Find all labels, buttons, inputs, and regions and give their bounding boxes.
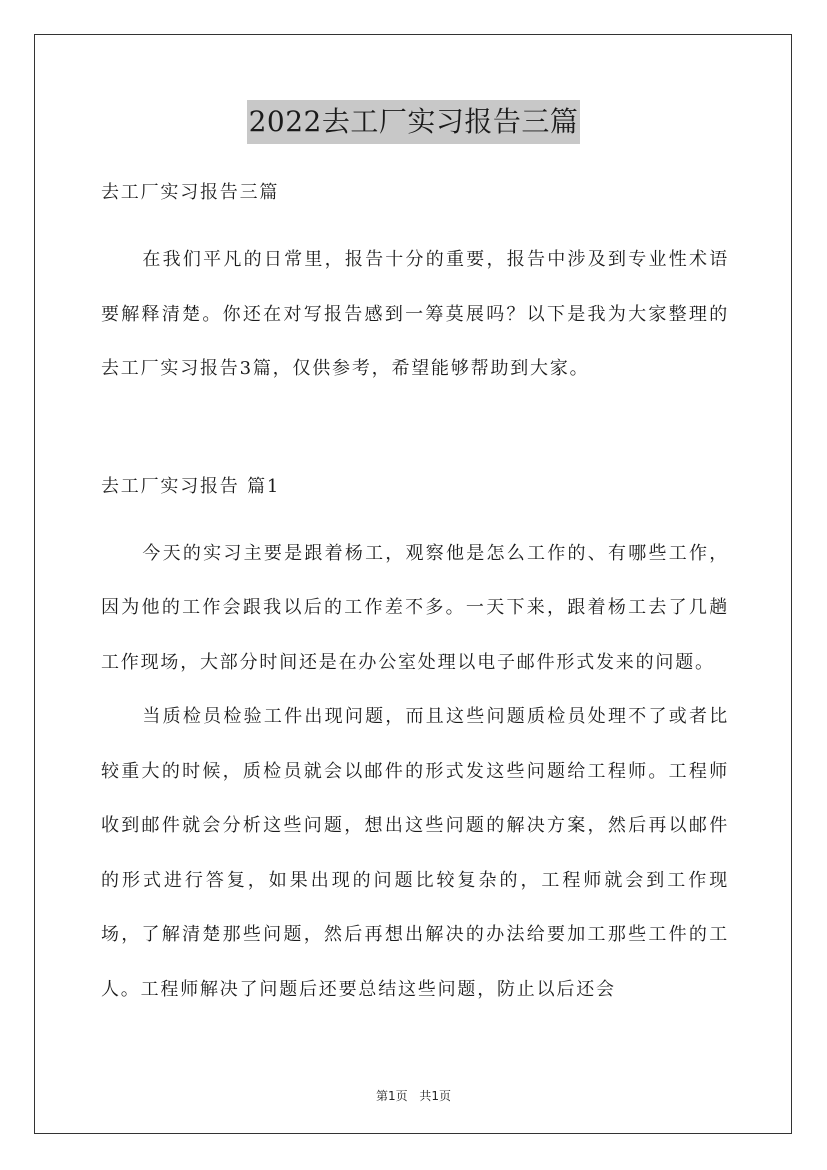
intro-heading: 去工厂实习报告三篇 [101, 182, 280, 203]
page-footer [0, 1087, 827, 1104]
title-area [0, 100, 827, 144]
body-paragraph: 当质检员检验工件出现问题，而且这些问题质检员处理不了或者比较重大的时候，质检员就会以邮件的形式发这些问题给工程师。工程师收到邮件就会分析这些问题，想出这些问题的解决方案，然后再以邮件的形式进行答复，如果出现的问题比较复杂的，工程师就会到工作现场，了解清楚那些问题，然后再想出解决的办法给要加工那些工件的工人。工程师解决了问题后还要总结这些问题，防止以后还会 [101, 706, 729, 1000]
spacer [101, 397, 729, 469]
document-body [101, 175, 729, 1017]
page-number: 第1页 [375, 1089, 408, 1103]
total-pages: 共1页 [419, 1089, 452, 1103]
body-paragraph: 今天的实习主要是跟着杨工，观察他是怎么工作的、有哪些工作，因为他的工作会跟我以后的工作差不多。一天下来，跟着杨工去了几趟工作现场，大部分时间还是在办公室处理以电子邮件形式发来的问题。 [101, 542, 729, 673]
spacer [101, 505, 729, 527]
section-heading: 去工厂实习报告 篇1 [101, 475, 281, 497]
document-title: 2022去工厂实习报告三篇 [247, 100, 581, 144]
intro-paragraph: 在我们平凡的日常里，报告十分的重要，报告中涉及到专业性术语要解释清楚。你还在对写报告感到一筹莫展吗？以下是我为大家整理的去工厂实习报告3篇，仅供参考，希望能够帮助到大家。 [101, 249, 729, 379]
spacer [101, 211, 729, 233]
